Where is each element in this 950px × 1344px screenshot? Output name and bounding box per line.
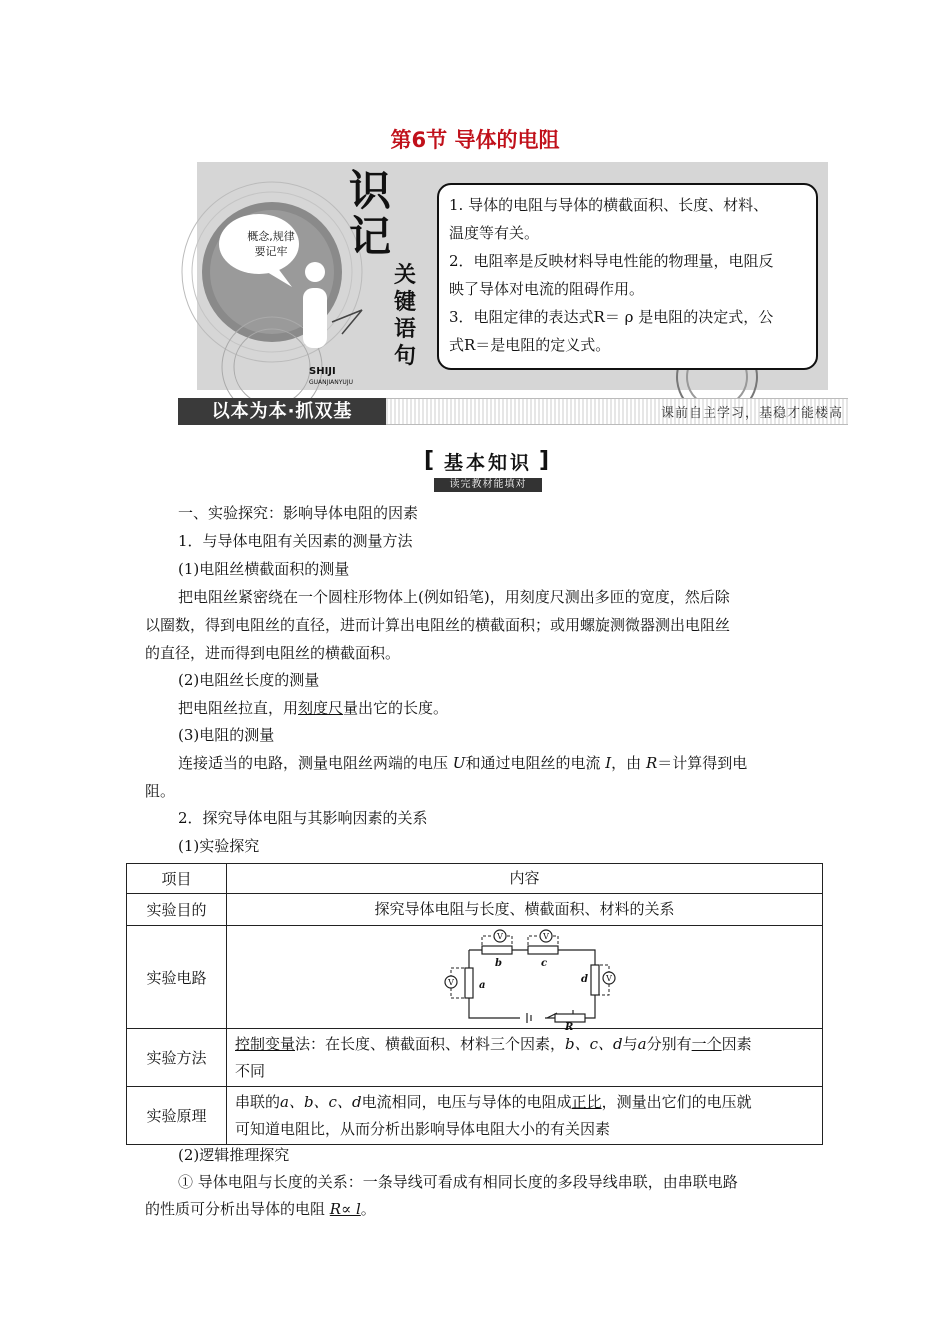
section-bar-subtitle: 课前自主学习，基稳才能楼高 bbox=[661, 406, 844, 421]
side-char-2: 键 bbox=[394, 290, 417, 315]
pinyin-1: SHIJI bbox=[309, 366, 336, 377]
text: 。 bbox=[360, 1200, 376, 1218]
side-char-1: 关 bbox=[394, 263, 417, 288]
resistor-label-a: a bbox=[478, 979, 485, 991]
paragraph-line bbox=[178, 753, 747, 773]
text: 连接适当的电路，测量电阻丝两端的电压 bbox=[178, 754, 453, 772]
heading-1-2: 2．探究导体电阻与其影响因素的关系 bbox=[178, 809, 428, 827]
side-char-3: 语 bbox=[394, 317, 417, 342]
row-content: 探究导体电阻与长度、横截面积、材料的关系 bbox=[227, 894, 823, 926]
rheostat-label: R bbox=[564, 1021, 573, 1033]
table-header-row bbox=[127, 864, 823, 894]
bubble-line-2: 要记牢 bbox=[254, 245, 288, 258]
text: 串联的 bbox=[235, 1092, 281, 1111]
voltmeter-label: V bbox=[542, 931, 549, 941]
symbol: a、b、c、d bbox=[280, 1092, 362, 1111]
bubble-text bbox=[241, 229, 301, 259]
paragraph-line: 以圈数，得到电阻丝的直径，进而计算出电阻丝的横截面积；或用螺旋测微器测出电阻丝 bbox=[145, 616, 731, 634]
table-row bbox=[127, 1087, 823, 1145]
paragraph-line: 把电阻丝紧密绕在一个圆柱形物体上(例如铅笔)，用刻度尺测出多匝的宽度，然后除 bbox=[178, 588, 730, 606]
key-point-line: 温度等有关。 bbox=[449, 224, 540, 242]
row-label: 实验原理 bbox=[127, 1087, 227, 1145]
text: 的性质可分析出导体的电阻 bbox=[145, 1200, 330, 1218]
subheading-3: (3)电阻的测量 bbox=[178, 726, 275, 744]
subheading-2: (2)电阻丝长度的测量 bbox=[178, 671, 320, 689]
text: 因素 bbox=[721, 1034, 752, 1053]
key-sentences-box bbox=[437, 183, 818, 370]
voltmeter-label: V bbox=[447, 977, 454, 987]
table-row bbox=[127, 926, 823, 1029]
text: 把电阻丝拉直，用 bbox=[178, 699, 299, 717]
symbol-R: R bbox=[645, 754, 658, 772]
paragraph-line: 阻。 bbox=[145, 782, 176, 800]
text: ，测量出它们的电压就 bbox=[601, 1092, 752, 1111]
symbol: a bbox=[637, 1034, 647, 1053]
heading-1: 一、实验探究：影响导体电阻的因素 bbox=[178, 504, 419, 522]
page-title: 第6节 导体的电阻 bbox=[390, 128, 560, 152]
subheading-5: (2)逻辑推理探究 bbox=[178, 1146, 290, 1164]
blank-answer: 正比 bbox=[571, 1092, 602, 1111]
row-label: 实验方法 bbox=[127, 1029, 227, 1087]
text: 法：在长度、横截面积、材料三个因素， bbox=[295, 1034, 566, 1053]
symbol-U: U bbox=[452, 754, 466, 772]
blank-answer: 刻度尺 bbox=[298, 699, 344, 717]
key-point-line: 3．电阻定律的表达式R＝ ρ 是电阻的决定式，公 bbox=[449, 308, 774, 326]
key-point-line: 式R＝是电阻的定义式。 bbox=[449, 336, 611, 354]
paragraph-line: ① 导体电阻与长度的关系：一条导线可看成有相同长度的多段导线串联，由串联电路 bbox=[178, 1173, 738, 1191]
voltmeter-label: V bbox=[605, 973, 612, 983]
basic-knowledge-tag bbox=[424, 450, 552, 492]
experiment-table bbox=[126, 863, 823, 1145]
paragraph-line bbox=[178, 698, 448, 718]
big-char-2: 记 bbox=[349, 212, 392, 261]
tag-title: [ 基本知识 ] bbox=[424, 450, 552, 476]
text: 和通过电阻丝的电流 bbox=[465, 754, 606, 772]
row-label: 实验电路 bbox=[127, 926, 227, 1029]
row-label: 实验目的 bbox=[127, 894, 227, 926]
symbol-I: I bbox=[605, 754, 612, 772]
table-row bbox=[127, 1029, 823, 1087]
text: 电流相同，电压与导体的电阻成 bbox=[361, 1092, 572, 1111]
voltmeter-label: V bbox=[496, 931, 503, 941]
blank-answer: 一个 bbox=[691, 1034, 722, 1053]
big-chars bbox=[349, 168, 391, 260]
text: 不同 bbox=[235, 1061, 266, 1080]
row-content bbox=[227, 1029, 823, 1087]
text: 可知道电阻比，从而分析出影响导体电阻大小的有关因素 bbox=[235, 1119, 611, 1138]
resistor-label-d: d bbox=[580, 973, 588, 985]
blank-answer: R∝ l bbox=[329, 1200, 361, 1218]
section-bar-stripe bbox=[386, 398, 848, 425]
blank-answer: 控制变量 bbox=[235, 1034, 296, 1053]
subheading-4: (1)实验探究 bbox=[178, 837, 260, 855]
text: 与 bbox=[622, 1034, 638, 1053]
key-point-line: 2．电阻率是反映材料导电性能的物理量，电阻反 bbox=[449, 252, 774, 270]
circuit-diagram bbox=[425, 930, 625, 1033]
big-char-1: 识 bbox=[349, 166, 392, 215]
pinyin-2: GUANJIANYUJU bbox=[309, 379, 353, 386]
table-row bbox=[127, 894, 823, 926]
paragraph-line: 的直径，进而得到电阻丝的横截面积。 bbox=[145, 644, 401, 662]
section-bar-title: 以本为本·抓双基 bbox=[178, 398, 386, 425]
row-content bbox=[227, 1087, 823, 1145]
resistor-label-b: b bbox=[494, 957, 502, 969]
resistor-label-c: c bbox=[540, 957, 547, 969]
header-cell: 项目 bbox=[127, 864, 227, 894]
symbol: b、c、d bbox=[565, 1034, 623, 1053]
key-point-line: 1. 导体的电阻与导体的横截面积、长度、材料、 bbox=[449, 196, 769, 214]
header-cell: 内容 bbox=[227, 864, 823, 894]
circuit-cell bbox=[227, 926, 823, 1033]
paragraph-line bbox=[145, 1199, 376, 1219]
heading-1-1: 1．与导体电阻有关因素的测量方法 bbox=[178, 532, 413, 550]
tag-subtitle: 读完教材能填对 bbox=[434, 478, 542, 492]
side-char-4: 句 bbox=[394, 344, 417, 369]
side-chars bbox=[394, 262, 416, 370]
bubble-line-1: 概念,规律 bbox=[247, 230, 295, 243]
section-bar bbox=[178, 398, 848, 425]
subheading-1: (1)电阻丝横截面积的测量 bbox=[178, 560, 350, 578]
key-point-line: 映了导体对电流的阻碍作用。 bbox=[449, 280, 645, 298]
text: ，由 bbox=[611, 754, 646, 772]
text: ＝计算得到电 bbox=[657, 754, 748, 772]
text: 量出它的长度。 bbox=[343, 699, 449, 717]
text: 分别有 bbox=[646, 1034, 692, 1053]
